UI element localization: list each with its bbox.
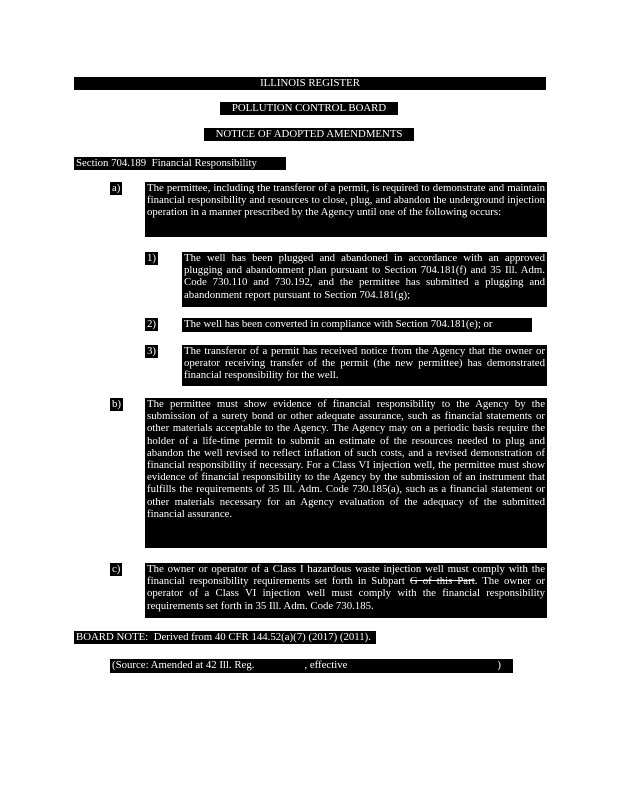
item-c-lead: The owner or operator of a Class I hazardous waste injection well must comply with the financial responsibility requirements set forth in Subpart (147, 563, 545, 588)
source-line (110, 659, 513, 673)
board-note-text: Derived from 40 CFR 144.52(a)(7) (2017) (2011). (153, 631, 371, 643)
item-a3-text: The transferor of a permit has received notice from the Agency that the owner or operator receiving transfer of the permit (the new permittee) has demonstrated financial responsibility for the well. (182, 345, 547, 386)
item-b-text: The permittee must show evidence of financial responsibility to the Agency by the submission of a surety bond or other adequate assurance, such as financial statements or other materials acceptable to the Agency. The Agency may on a periodic basis require the holder of a life-time permit to submit an estimate of the resources needed to plug and abandon the well revised to reflect inflation of such costs, and a revised demonstration of financial responsibility if necessary. For a Class VI injection well, the permittee must show evidence of financial responsibility to the Agency by the submission of an instrument that fulfills the requirements of 35 Ill. Adm. Code 730.185(a), such as a financial statement or other materials necessary for an Agency evaluation of the adequacy of the submitted financial assurance. (145, 398, 547, 548)
item-c-text (145, 563, 547, 618)
register-title (74, 77, 546, 90)
board-note (74, 631, 376, 644)
source-end: ) (497, 659, 502, 671)
item-a-text: The permittee, including the transferor of a permit, is required to demonstrate and maintain financial responsibility and resources to close, plug, and abandon the underground injection operation in a manner prescribed by the Agency until one of the following occurs: (145, 182, 547, 237)
item-b-label: b) (112, 398, 121, 410)
item-a2-text: The well has been converted in compliance with Section 704.181(e); or (182, 318, 532, 332)
item-a2-label: 2) (147, 318, 156, 330)
section-title: Financial Responsibility (151, 157, 257, 169)
notice-title-text: NOTICE OF ADOPTED AMENDMENTS (215, 128, 403, 140)
source-text: (Source: Amended at 42 Ill. Reg. (112, 659, 255, 671)
source-effective: , effective (304, 659, 348, 671)
item-c-label: c) (112, 563, 121, 575)
notice-title (204, 128, 414, 141)
item-c-rest: . The owner or operator of a Class VI injection well must comply with the financial responsibility requirements set forth in 35 Ill. Adm. Code 730.185. (147, 575, 545, 612)
item-a1-text: The well has been plugged and abandoned in accordance with an approved plugging and abandonment plan pursuant to Section 704.181(f) and 35 Ill. Adm. Code 730.110 and 730.192, and the permittee has submitted a plugging and abandonment report pursuant to Section 704.181(g); (182, 252, 547, 307)
item-a-label: a) (112, 182, 121, 194)
board-note-label: BOARD NOTE: (76, 631, 149, 643)
item-a1-label: 1) (147, 252, 156, 264)
item-c-struck: G of this Part (409, 575, 475, 588)
section-number: Section 704.189 (76, 157, 147, 169)
item-a3-label: 3) (147, 345, 156, 357)
register-title-text: ILLINOIS REGISTER (260, 77, 360, 89)
agency-title (220, 102, 398, 115)
section-heading (74, 157, 286, 170)
agency-title-text: POLLUTION CONTROL BOARD (231, 102, 387, 114)
